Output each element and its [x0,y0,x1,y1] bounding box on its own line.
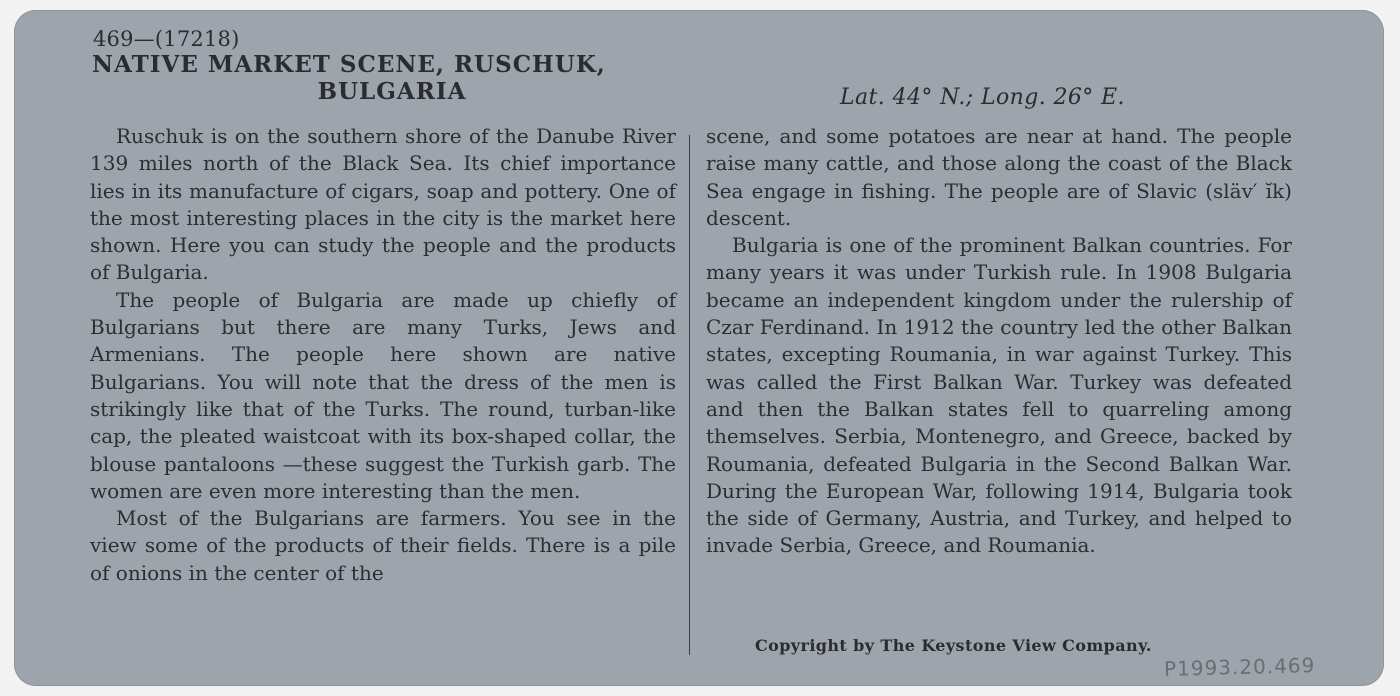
coordinates: Lat. 44° N.; Long. 26° E. [840,85,1125,110]
right-text-column [706,123,1292,560]
paragraph: Bulgaria is one of the prominent Balkan countries. For many years it was under Turkish rule. In 1908 Bulgaria became an independent kingdom under the rulership of Czar Ferdinand. In 1912 the country led the other Balkan states, excepting Roumania, in war against Turkey. This was called the First Balkan War. Turkey was defeated and then the Balkan states fell to quarreling among themselves. Serbia, Montenegro, and Greece, backed by Roumania, defeated Bulgaria in the Second Balkan War. During the European War, following 1914, Bulgaria took the side of Germany, Austria, and Turkey, and helped to invade Serbia, Greece, and Roumania. [706,233,1292,558]
copyright-notice: Copyright by The Keystone View Company. [755,636,1152,655]
paragraph: Ruschuk is on the southern shore of the Danube River 139 miles north of the Black Sea. Its chief importance lies in its manufacture of cigars, soap and pottery. One of the most interesting places in the city is the market here shown. Here you can study the people and the products of Bulgaria. [90,124,676,285]
stereograph-card-back [14,10,1384,686]
paragraph: scene, and some potatoes are near at hand. The people raise many cattle, and those along the coast of the Black Sea engage in fishing. The people are of Slavic (släv′ ĭk) descent. [706,124,1292,230]
title-line-2: BULGARIA [317,78,467,105]
catalog-number: P1993.20.469 [1163,653,1316,681]
paragraph: The people of Bulgaria are made up chiefly of Bulgarians but there are many Turks, Jews and Armenians. The people here shown are native Bulgarians. You will note that the dress of the men is strikingly like that of the Turks. The round, turban-like cap, the pleated waistcoat with its box-shaped collar, the blouse pantaloons —these suggest the Turkish garb. The women are even more interesting than the men. [90,287,676,503]
title-line-1: NATIVE MARKET SCENE, RUSCHUK, [92,51,606,78]
column-divider [689,135,690,655]
card-number: 469—(17218) [93,27,240,51]
paragraph: Most of the Bulgarians are farmers. You see in the view some of the products of their fields. There is a pile of onions in the center of the [90,506,676,585]
left-text-column [90,123,676,587]
